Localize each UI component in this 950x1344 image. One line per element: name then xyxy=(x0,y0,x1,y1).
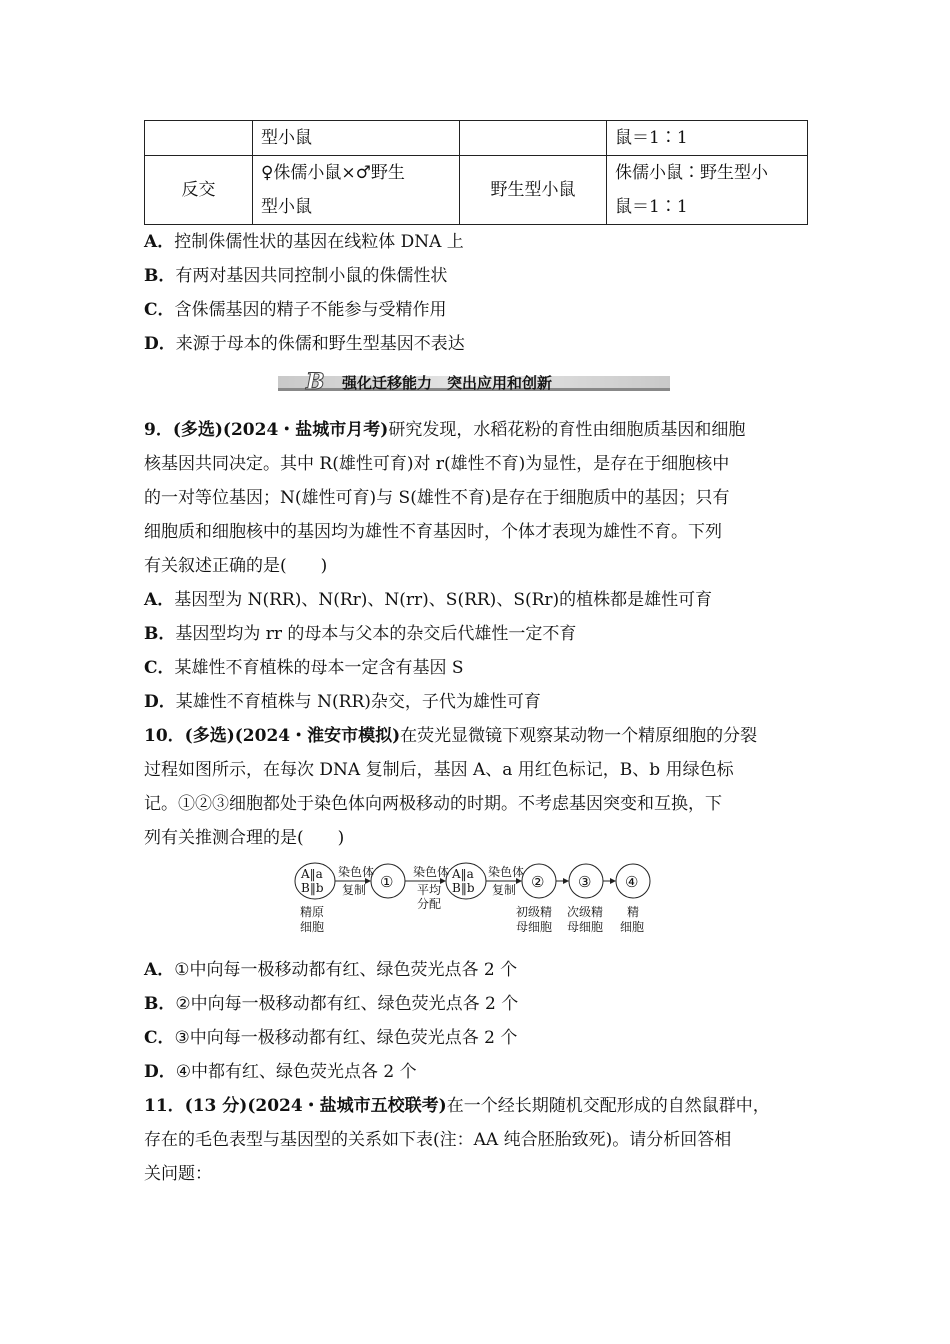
arrow-label: 平均 xyxy=(417,883,442,897)
q9-line-4: 细胞质和细胞核中的基因均为雄性不育基因时，个体才表现为雄性不育。下列 xyxy=(144,522,722,542)
table-cell-line: 侏儒小鼠∶野生型小 xyxy=(615,163,768,183)
table-cell xyxy=(145,121,253,156)
q9-line-3: 的一对等位基因；N(雄性可育)与 S(雄性不育)是存在于细胞质中的基因；只有 xyxy=(144,488,730,508)
option-d xyxy=(144,685,808,719)
option-a xyxy=(144,953,808,987)
table-cell xyxy=(460,121,607,156)
section-banner xyxy=(144,363,808,403)
circle-label: ③ xyxy=(578,873,592,891)
circle-label: ① xyxy=(380,873,394,891)
q10-head: 10．(多选)(2024・淮安市模拟) xyxy=(144,726,401,746)
gene-label: A‖a xyxy=(301,867,323,881)
option-a xyxy=(144,225,808,259)
cell-name: 母细胞 xyxy=(567,920,604,934)
option-b xyxy=(144,259,808,293)
option-text: 有两对基因共同控制小鼠的侏儒性状 xyxy=(175,266,448,286)
option-text: 某雄性不育植株与 N(RR)杂交，子代为雄性可育 xyxy=(175,692,541,712)
q9-head: 9．(多选)(2024・盐城市月考) xyxy=(144,420,389,440)
option-text: 含侏儒基因的精子不能参与受精作用 xyxy=(174,300,447,320)
option-text: ③中向每一极移动都有红、绿色荧光点各 2 个 xyxy=(174,1028,518,1048)
table-cell-line: 鼠＝1∶1 xyxy=(615,197,688,217)
option-text: 控制侏儒性状的基因在线粒体 DNA 上 xyxy=(174,232,464,252)
arrowhead-icon xyxy=(610,878,616,884)
option-text: ①中向每一极移动都有红、绿色荧光点各 2 个 xyxy=(174,960,518,980)
option-label: C． xyxy=(144,658,175,678)
option-c xyxy=(144,1021,808,1055)
banner-title: 强化迁移能力 突出应用和创新 xyxy=(342,374,553,392)
q10-line-3: 记。①②③细胞都处于染色体向两极移动的时期。不考虑基因突变和互换，下 xyxy=(144,794,722,814)
gene-label: B‖b xyxy=(452,881,475,895)
q10-line-1 xyxy=(144,719,808,753)
page-content xyxy=(144,120,808,1191)
cell-name: 细胞 xyxy=(300,920,325,934)
option-label: A． xyxy=(144,590,175,610)
table-row xyxy=(145,121,808,156)
option-text: ②中向每一极移动都有红、绿色荧光点各 2 个 xyxy=(175,994,519,1014)
q11-line-3: 关问题： xyxy=(144,1164,212,1184)
diagram-svg xyxy=(294,859,664,945)
arrow-label: 复制 xyxy=(342,883,367,897)
cell-name: 次级精 xyxy=(567,905,604,919)
cell-name: 细胞 xyxy=(620,920,645,934)
table-cell: 野生型小鼠 xyxy=(460,156,607,225)
option-text: 来源于母本的侏儒和野生型基因不表达 xyxy=(175,334,465,354)
circle-label: ④ xyxy=(625,873,639,891)
banner-graphic xyxy=(278,369,670,395)
circle-label: ② xyxy=(531,873,545,891)
option-text: 基因型均为 rr 的母本与父本的杂交后代雄性一定不育 xyxy=(175,624,577,644)
table-cell-line: 型小鼠 xyxy=(261,197,312,217)
option-b xyxy=(144,987,808,1021)
option-label: A． xyxy=(144,960,175,980)
table-cell: 型小鼠 xyxy=(253,121,460,156)
option-a xyxy=(144,583,808,617)
cell-division-diagram xyxy=(144,859,808,949)
arrow-label: 染色体 xyxy=(413,865,450,879)
table-cell: 鼠＝1∶1 xyxy=(607,121,808,156)
q10-line-4: 列有关推测合理的是( ) xyxy=(144,828,345,848)
option-text: 某雄性不育植株的母本一定含有基因 S xyxy=(174,658,464,678)
arrow-label: 复制 xyxy=(492,883,517,897)
table-cell xyxy=(253,156,460,225)
table-row xyxy=(145,156,808,225)
q11-line-1 xyxy=(144,1089,808,1123)
gene-label: B‖b xyxy=(301,881,324,895)
q9-line-1 xyxy=(144,413,808,447)
option-c xyxy=(144,651,808,685)
option-label: A． xyxy=(144,232,175,252)
table-cell: 反交 xyxy=(145,156,253,225)
option-c xyxy=(144,293,808,327)
banner-letter-b-icon: B xyxy=(306,369,325,395)
option-label: B． xyxy=(144,266,176,286)
arrow-label: 染色体 xyxy=(338,865,375,879)
option-label: C． xyxy=(144,1028,175,1048)
q8-options xyxy=(144,225,808,361)
q9-line-2: 核基因共同决定。其中 R(雄性可育)对 r(雄性不育)为显性，是存在于细胞核中 xyxy=(144,454,730,474)
table-cell xyxy=(607,156,808,225)
option-text: ④中都有红、绿色荧光点各 2 个 xyxy=(175,1062,417,1082)
q11-line-2: 存在的毛色表型与基因型的关系如下表(注：AA 纯合胚胎致死)。请分析回答相 xyxy=(144,1130,732,1150)
question-9 xyxy=(144,413,808,719)
question-11 xyxy=(144,1089,808,1191)
option-label: D． xyxy=(144,692,176,712)
option-label: C． xyxy=(144,300,175,320)
arrow-label: 染色体 xyxy=(488,865,525,879)
table-cell-line: ♀侏儒小鼠×♂野生 xyxy=(261,163,405,183)
option-label: B． xyxy=(144,624,176,644)
question-10 xyxy=(144,719,808,1089)
cell-name: 精原 xyxy=(300,905,325,919)
option-label: D． xyxy=(144,1062,176,1082)
q11-text: 在一个经长期随机交配形成的自然鼠群中， xyxy=(446,1096,770,1116)
cell-name: 精 xyxy=(627,905,640,919)
q9-line-5: 有关叙述正确的是( ) xyxy=(144,556,328,576)
q9-text: 研究发现，水稻花粉的育性由细胞质基因和细胞 xyxy=(388,420,746,440)
cell-name: 母细胞 xyxy=(516,920,553,934)
option-label: D． xyxy=(144,334,176,354)
option-text: 基因型为 N(RR)、N(Rr)、N(rr)、S(RR)、S(Rr)的植株都是雄性可育 xyxy=(174,590,713,610)
option-d xyxy=(144,327,808,361)
gene-label: A‖a xyxy=(452,867,474,881)
option-label: B． xyxy=(144,994,176,1014)
arrowhead-icon xyxy=(563,878,569,884)
cell-name: 初级精 xyxy=(516,905,553,919)
q11-head: 11．(13 分)(2024・盐城市五校联考) xyxy=(144,1096,447,1116)
option-d xyxy=(144,1055,808,1089)
option-b xyxy=(144,617,808,651)
arrow-label: 分配 xyxy=(417,897,442,911)
q10-text: 在荧光显微镜下观察某动物一个精原细胞的分裂 xyxy=(400,726,758,746)
q10-line-2: 过程如图所示，在每次 DNA 复制后，基因 A、a 用红色标记，B、b 用绿色标 xyxy=(144,760,734,780)
cross-table xyxy=(144,120,808,225)
